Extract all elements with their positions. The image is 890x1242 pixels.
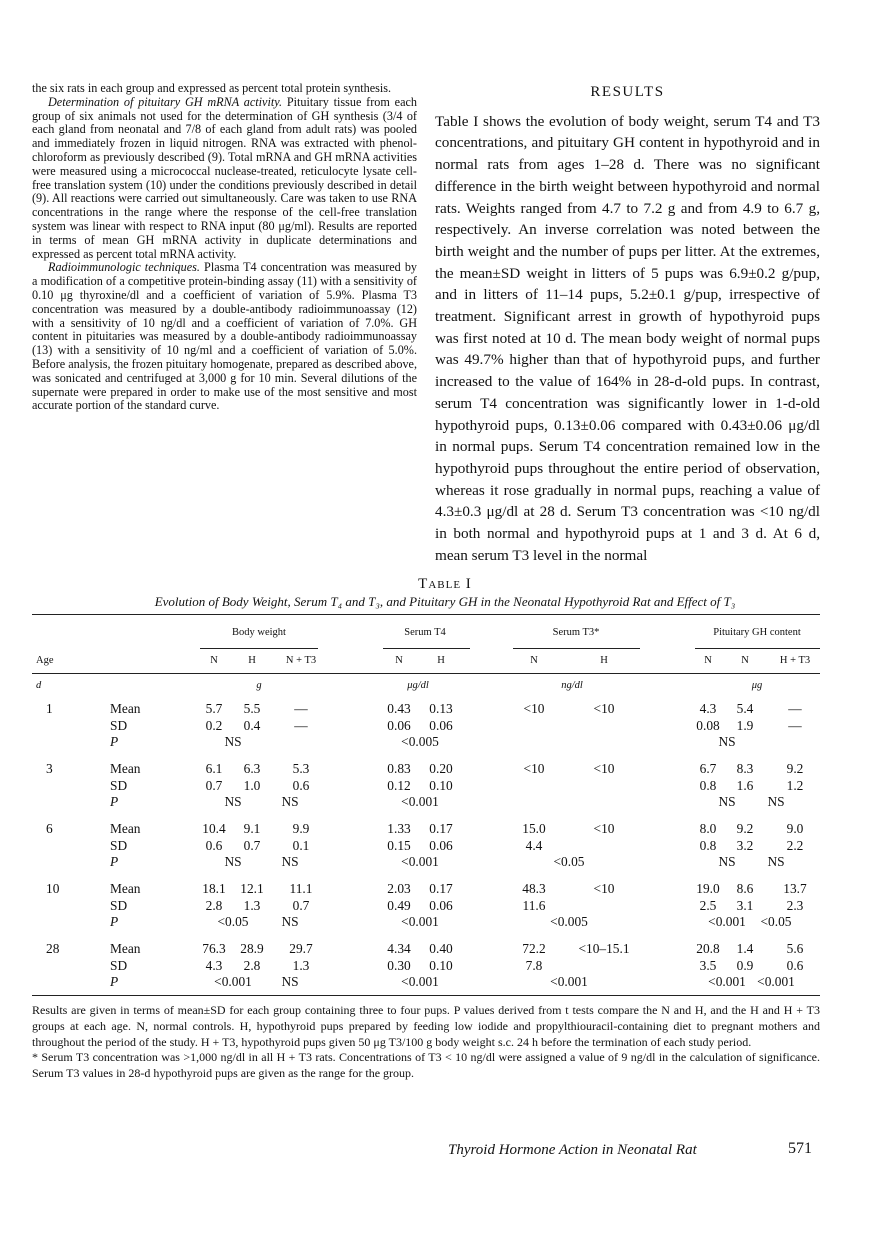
ria-body: Plasma T4 concentration was measured by a modification of a competitive protein-binding assay (11) with a sensitivity of 0.10 μg thyroxine/dl and a coefficient of variation of 5.9%. Plasma T3 concentration was measured by a double-antibody radioimmunoassay (12) with a sensitivity of 10 ng/dl and a coefficient of variation of 7.0%. GH content in pituitaries was measured by a double-antibody radioimmunoassay (13) with a sensitivity of 10 ng/ml and a coefficient of variation of 5.0%. Before analysis, the frozen pituitary homogenate, prepared as described above, was sonicated and centrifuged at 3,000 g for 10 min. Several dilutions of the supernate were prepared in order to make use of the most sensitive and most accurate portion of the standard curve.: [32, 260, 418, 413]
cell-gh-2: 9.2: [786, 761, 804, 776]
cell-bw-1: 2.8: [243, 957, 261, 973]
cell-p-t3: <0.05: [553, 854, 585, 869]
cell-t4-1: 0.06: [429, 837, 453, 853]
cell-bw-0: 0.7: [205, 777, 223, 793]
header-t3-h: H: [600, 655, 608, 666]
header-t3-n: N: [530, 655, 538, 666]
cell-bw-2: 11.1: [289, 881, 313, 896]
cell-t3-0: <10: [523, 761, 545, 776]
cell-t4-1: 0.20: [429, 761, 453, 776]
cell-p-bw-h-ht3: NS: [281, 914, 299, 929]
cell-bw-1: 1.3: [243, 897, 261, 913]
cell-t3-0: 7.8: [525, 957, 543, 973]
cell-p-bw-h-ht3: NS: [281, 854, 299, 869]
cell-t4-1: 0.06: [429, 897, 453, 913]
cell-p-bw-n-h: NS: [224, 794, 242, 809]
cell-gh-1: 8.3: [736, 761, 754, 776]
header-bw-n: N: [210, 655, 218, 666]
row-stat-label: Mean: [110, 701, 141, 716]
row-stat-label: SD: [110, 837, 128, 853]
cell-t3-1: <10: [593, 701, 615, 716]
row-stat-label: P: [110, 734, 119, 749]
table-footnote-1: Results are given in terms of mean±SD for each group containing three to four pups. P values derived from t tests compare the N and H, and the H and H + T3 groups at each age. N, normal controls. H, hypothyroid pups prepared by feeding low iodide and propylthiouracil-containing diet to pregnant mothers and throughout the period of the study. H + T3, hypothyroid pups given 50 μg T3/100 g body weight s.c. 24 h before the termination of each study period.: [32, 1003, 820, 1049]
table-caption: Evolution of Body Weight, Serum T₄ and T₃, and Pituitary GH in the Neonatal Hypothyroid Rat and Effect of T₃: [154, 594, 736, 609]
cell-bw-2: 0.6: [292, 777, 310, 793]
row-stat-label: Mean: [110, 881, 141, 896]
cell-gh-0: 3.5: [699, 957, 717, 973]
cell-t3-0: 72.2: [522, 941, 546, 956]
cell-t4-0: 0.83: [387, 761, 411, 776]
header-gh-n: N: [704, 655, 712, 666]
cell-gh-1: 0.9: [736, 957, 754, 973]
row-age: 10: [46, 881, 60, 896]
header-body-weight: Body weight: [232, 627, 286, 638]
right-text-column: [435, 82, 820, 566]
table-rule: [513, 648, 640, 649]
cell-p-gh-h-ht3: NS: [767, 794, 785, 809]
cell-t3-1: <10: [593, 761, 615, 776]
cell-p-t4: <0.001: [401, 914, 439, 929]
cell-bw-2: 1.3: [292, 957, 310, 973]
cell-bw-0: 18.1: [202, 881, 226, 896]
cell-t3-1: <10–15.1: [578, 941, 630, 956]
cell-gh-0: 4.3: [699, 701, 717, 716]
cell-p-t4: <0.001: [401, 794, 439, 809]
mrna-subheading: Determination of pituitary GH mRNA activity.: [48, 94, 283, 109]
cell-gh-0: 6.7: [699, 761, 717, 776]
mrna-body: Pituitary tissue from each group of six animals not used for the determination of GH synthesis (3/4 of each gland from neonatal and 7/8 of each gland from adult rats) was pooled and immediately frozen in liquid nitrogen. RNA was extracted with phenol-chloroform as previously described (9). Total mRNA and GH mRNA activities were measured using a micrococcal nuclease-treated, reticulocyte lysate cell-free translation system (10) under the conditions previously described in detail (9). All reactions were carried out simultaneously. Care was taken to use RNA concentrations in the range where the response of the cell-free translation system was linear with respect to RNA input (80 μg/ml). Results are reported in terms of mean GH mRNA activity in duplicate determinations and expressed as percent total mRNA activity.: [32, 94, 417, 261]
cell-t3-0: 11.6: [522, 897, 546, 913]
cell-bw-0: 76.3: [202, 941, 226, 956]
cell-p-gh-h-ht3: NS: [767, 854, 785, 869]
cell-bw-2: 0.7: [292, 897, 310, 913]
cell-gh-2: —: [788, 701, 802, 716]
cell-p-gh-n-h: <0.001: [708, 974, 746, 989]
header-age: Age: [36, 655, 54, 666]
cell-p-bw-n-h: <0.001: [214, 974, 252, 989]
cell-p-bw-n-h: <0.05: [217, 914, 249, 929]
cell-t4-0: 0.43: [387, 701, 411, 716]
cell-gh-2: 2.2: [786, 837, 804, 853]
row-stat-label: SD: [110, 777, 128, 793]
table-rule: [695, 648, 820, 649]
cell-p-gh-n-h: NS: [718, 794, 736, 809]
unit-pituitary-gh: μg: [751, 680, 763, 691]
cell-t4-0: 0.30: [387, 957, 411, 973]
unit-age: d: [36, 680, 42, 691]
cell-bw-1: 9.1: [243, 821, 261, 836]
cell-p-t3: <0.005: [550, 914, 588, 929]
table-rule: [200, 648, 318, 649]
cell-t3-0: 4.4: [525, 837, 543, 853]
cell-bw-2: 9.9: [292, 821, 310, 836]
table-rule: [32, 673, 820, 674]
cell-p-bw-h-ht3: NS: [281, 794, 299, 809]
page-number: 571: [788, 1140, 812, 1157]
cell-gh-0: 20.8: [696, 941, 720, 956]
row-stat-label: P: [110, 794, 119, 809]
cell-gh-2: 13.7: [783, 881, 807, 896]
cell-gh-1: 1.9: [736, 717, 754, 733]
cell-t4-0: 2.03: [387, 881, 411, 896]
cell-gh-2: 0.6: [786, 957, 804, 973]
header-serum-t4: Serum T4: [404, 627, 446, 638]
cell-p-t3: <0.001: [550, 974, 588, 989]
cell-bw-1: 0.4: [243, 717, 261, 733]
row-stat-label: SD: [110, 897, 128, 913]
cell-p-gh-n-h: NS: [718, 854, 736, 869]
cell-p-bw-n-h: NS: [224, 734, 242, 749]
cell-p-gh-h-ht3: <0.05: [760, 914, 792, 929]
methods-paragraph-1: the six rats in each group and expressed as percent total protein synthesis.: [32, 81, 392, 95]
cell-t4-1: 0.06: [429, 717, 453, 733]
cell-gh-2: —: [788, 717, 802, 733]
cell-gh-1: 1.4: [736, 941, 754, 956]
cell-bw-2: 0.1: [292, 837, 310, 853]
unit-body-weight: g: [256, 680, 262, 691]
results-paragraph: Table I shows the evolution of body weight, serum T4 and T3 concentrations, and pituitary GH content in hypothyroid and in normal rats from ages 1–28 d. There was no significant difference in the birth weight between hypothyroid and normal rats. Weights ranged from 4.7 to 7.2 g and from 4.9 to 6.7 g, respectively. An inverse correlation was noted between the birth weight and the number of pups per litter. At the extremes, the mean±SD weight in litters of 5 pups was 6.9±0.2 g/pup, and in litters of 11–14 pups, 5.2±0.1 g/pup, irrespective of treatment. Significant arrest in growth of hypothyroid pups was first noted at 10 d. The mean body weight of normal pups was 49.7% higher than that of hypothyroid pups, and further increased to the value of 164% in 28-d-old pups. In contrast, serum T4 concentration was significantly lower in 1-d-old hypothyroid pups, 0.13±0.06 compared with 0.43±0.06 μg/dl in normal pups. Serum T4 concentration remained low in the hypothyroid pups throughout the entire period of observation, whereas it rose gradually in normal pups, reaching a value of 4.3±0.3 μg/dl at 28 d. Serum T3 concentration was <10 ng/dl in both normal and hypothyroid pups at 1 and 3 d. At 6 d, mean serum T3 level in the normal: [435, 112, 820, 564]
cell-bw-0: 2.8: [205, 897, 223, 913]
ria-subheading: Radioimmunologic techniques.: [48, 260, 200, 275]
cell-gh-0: 0.08: [696, 717, 720, 733]
unit-serum-t4: μg/dl: [407, 680, 429, 691]
header-gh-n2: N: [741, 655, 749, 666]
cell-t4-0: 0.15: [387, 837, 411, 853]
cell-p-gh-h-ht3: <0.001: [757, 974, 795, 989]
header-t4-n: N: [395, 655, 403, 666]
cell-t3-1: <10: [593, 881, 615, 896]
header-t4-h: H: [437, 655, 445, 666]
cell-t3-0: 48.3: [522, 881, 546, 896]
cell-gh-0: 0.8: [699, 777, 717, 793]
row-age: 3: [46, 761, 53, 776]
methods-paragraph-ria: [32, 261, 417, 413]
table-title: Table I: [418, 576, 472, 592]
cell-t4-0: 0.49: [387, 897, 411, 913]
row-age: 28: [46, 941, 60, 956]
header-pituitary-gh: Pituitary GH content: [713, 627, 801, 638]
cell-t4-0: 0.06: [387, 717, 411, 733]
cell-t4-0: 0.12: [387, 777, 411, 793]
cell-bw-2: —: [294, 717, 308, 733]
header-gh-h-t3: H + T3: [779, 655, 811, 666]
cell-gh-1: 8.6: [736, 881, 754, 896]
cell-bw-1: 0.7: [243, 837, 261, 853]
row-stat-label: P: [110, 914, 119, 929]
cell-t3-0: <10: [523, 701, 545, 716]
results-heading: RESULTS: [590, 84, 665, 100]
cell-bw-0: 0.2: [205, 717, 223, 733]
cell-bw-1: 5.5: [243, 701, 261, 716]
table-footnotes: [32, 1003, 820, 1082]
unit-serum-t3: ng/dl: [561, 680, 583, 691]
cell-t4-1: 0.17: [429, 821, 453, 836]
row-stat-label: Mean: [110, 761, 141, 776]
row-stat-label: P: [110, 854, 119, 869]
cell-gh-1: 3.1: [736, 897, 754, 913]
cell-bw-1: 28.9: [240, 941, 264, 956]
cell-t4-1: 0.13: [429, 701, 453, 716]
cell-bw-0: 5.7: [205, 701, 223, 716]
header-serum-t3: Serum T3*: [552, 627, 600, 638]
cell-t4-1: 0.10: [429, 957, 453, 973]
cell-gh-2: 1.2: [786, 777, 804, 793]
table-rule: [32, 614, 820, 615]
cell-gh-2: 2.3: [786, 897, 804, 913]
cell-bw-1: 1.0: [243, 777, 261, 793]
table-rule: [32, 995, 820, 996]
row-stat-label: Mean: [110, 941, 141, 956]
cell-t4-1: 0.10: [429, 777, 453, 793]
cell-bw-1: 12.1: [240, 881, 264, 896]
cell-bw-2: —: [294, 701, 308, 716]
cell-p-t4: <0.005: [401, 734, 439, 749]
cell-gh-0: 19.0: [696, 881, 720, 896]
row-stat-label: SD: [110, 717, 128, 733]
cell-gh-2: 9.0: [786, 821, 804, 836]
cell-gh-1: 5.4: [736, 701, 754, 716]
cell-t3-1: <10: [593, 821, 615, 836]
row-stat-label: Mean: [110, 821, 141, 836]
cell-p-bw-h-ht3: NS: [281, 974, 299, 989]
cell-bw-1: 6.3: [243, 761, 261, 776]
table-rule: [383, 648, 470, 649]
row-stat-label: SD: [110, 957, 128, 973]
header-bw-h: H: [248, 655, 256, 666]
header-bw-n-t3: N + T3: [285, 655, 317, 666]
table-footnote-2: * Serum T3 concentration was >1,000 ng/dl in all H + T3 rats. Concentrations of T3 < 10 ng/dl were assigned a value of 9 ng/dl in the calculation of significance. Serum T3 values in 28-d hypothyroid pups are given as the range for the group.: [32, 1050, 820, 1081]
cell-bw-0: 0.6: [205, 837, 223, 853]
cell-p-t4: <0.001: [401, 854, 439, 869]
row-age: 1: [46, 701, 53, 716]
cell-gh-0: 8.0: [699, 821, 717, 836]
cell-t4-0: 1.33: [387, 821, 411, 836]
cell-t4-1: 0.17: [429, 881, 453, 896]
row-stat-label: P: [110, 974, 119, 989]
cell-gh-1: 9.2: [736, 821, 754, 836]
cell-bw-0: 10.4: [202, 821, 226, 836]
cell-gh-0: 0.8: [699, 837, 717, 853]
cell-p-gh-n-h: <0.001: [708, 914, 746, 929]
cell-bw-2: 5.3: [292, 761, 310, 776]
methods-paragraph-mrna: [32, 96, 417, 262]
cell-p-gh-n-h: NS: [718, 734, 736, 749]
cell-bw-0: 6.1: [205, 761, 223, 776]
cell-bw-2: 29.7: [289, 941, 313, 956]
cell-t3-0: 15.0: [522, 821, 546, 836]
cell-gh-2: 5.6: [786, 941, 804, 956]
cell-t4-0: 4.34: [387, 941, 411, 956]
left-text-column: [32, 82, 417, 413]
cell-gh-0: 2.5: [699, 897, 717, 913]
cell-p-t4: <0.001: [401, 974, 439, 989]
cell-gh-1: 1.6: [736, 777, 754, 793]
cell-p-bw-n-h: NS: [224, 854, 242, 869]
cell-bw-0: 4.3: [205, 957, 223, 973]
row-age: 6: [46, 821, 53, 836]
cell-gh-1: 3.2: [736, 837, 754, 853]
cell-t4-1: 0.40: [429, 941, 453, 956]
running-head: Thyroid Hormone Action in Neonatal Rat: [448, 1142, 697, 1158]
